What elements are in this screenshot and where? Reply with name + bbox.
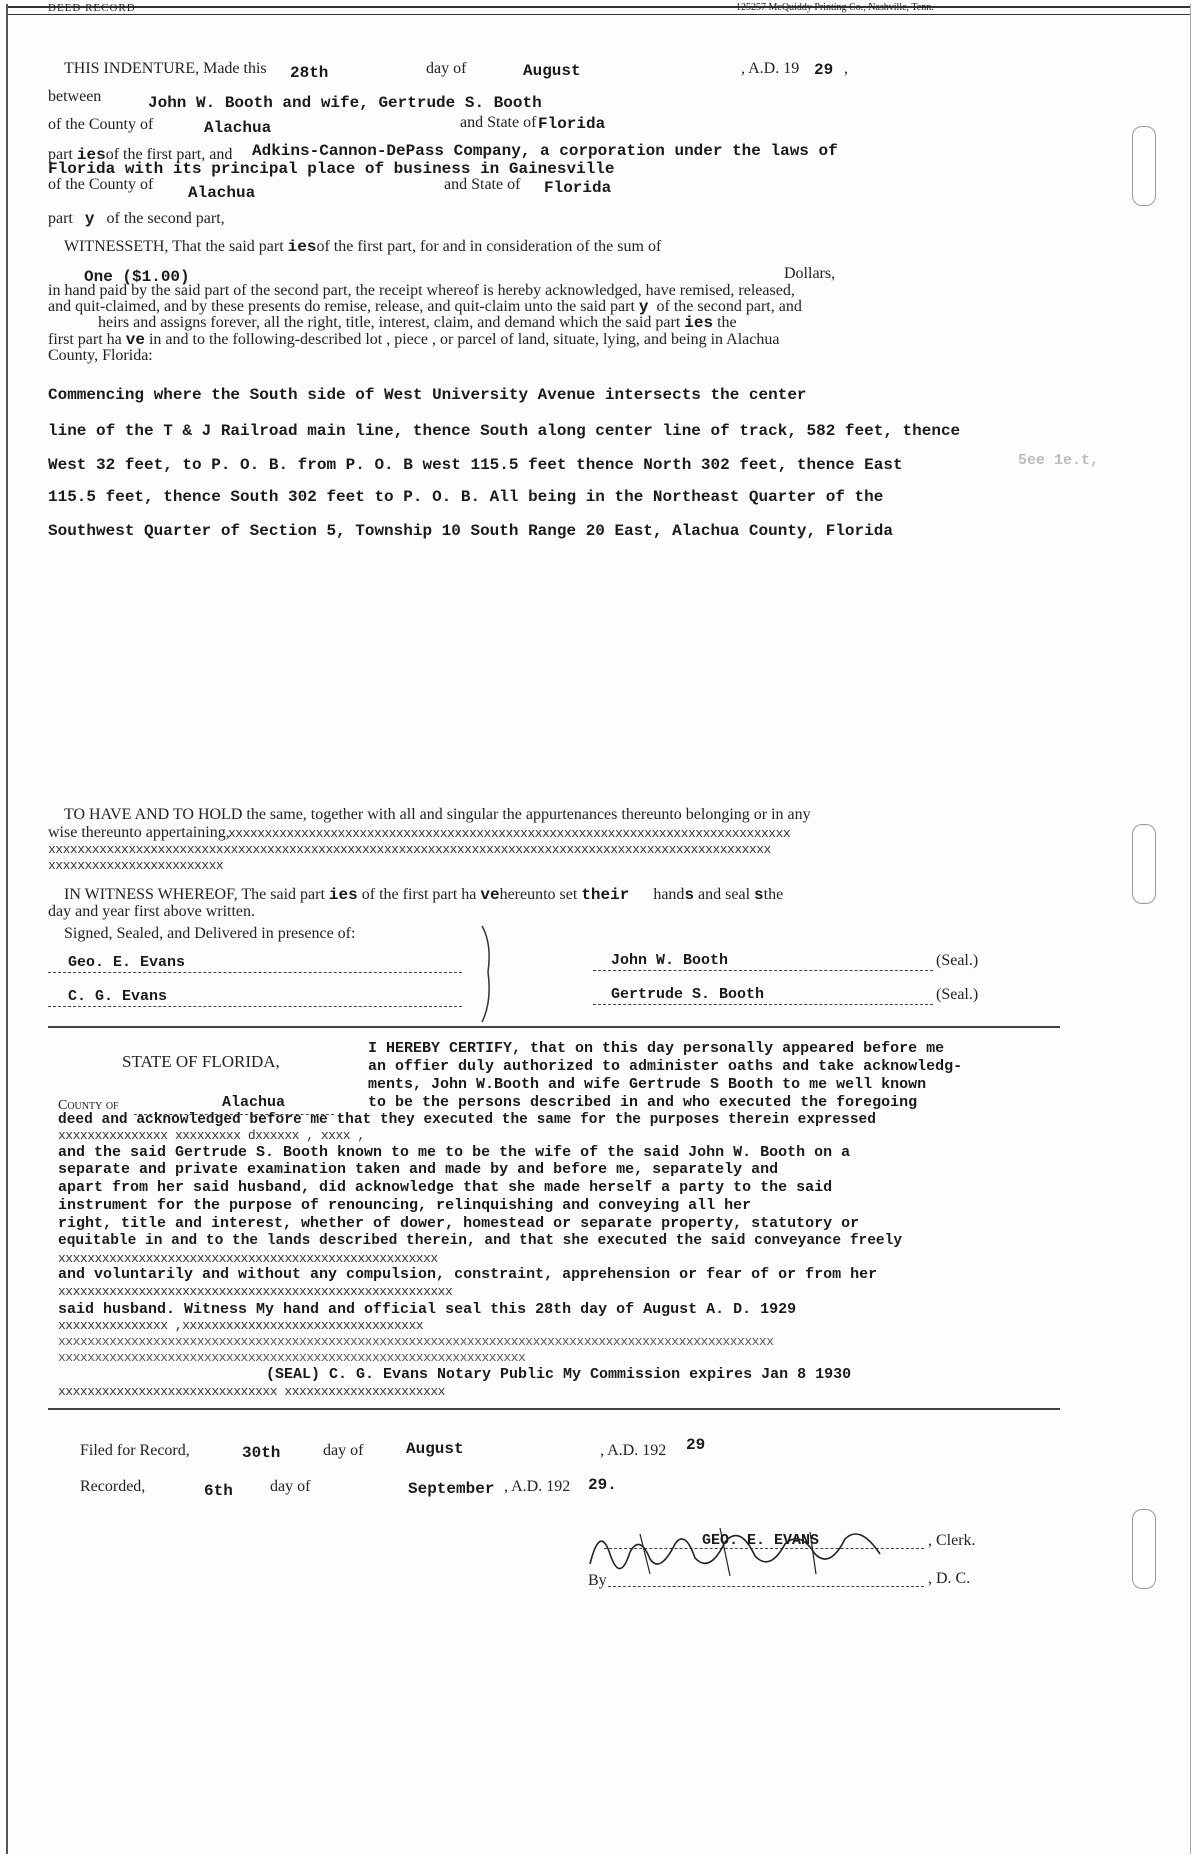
witness-s2: s — [754, 886, 764, 904]
ack-line-11: equitable in and to the lands described therein, and that she executed the said conveyance freely — [58, 1233, 903, 1249]
ack-strike-c: xxxxxxxxxxxxxxxxxxxxxxxxxxxxxxxxxxxxxxxxxxxxxxxxxxxxxx — [58, 1284, 453, 1299]
witness-the: the — [763, 886, 784, 903]
first-part-ve: ve — [125, 331, 145, 349]
ack-line-12: and voluntarily and without any compulsion, constraint, apprehension or fear of or from her — [58, 1266, 878, 1283]
ad-comma: , — [844, 60, 848, 77]
quitclaim-b: of the second part, and — [656, 298, 802, 315]
ack-line-8: apart from her said husband, did acknowledge that she made herself a party to the said — [58, 1179, 833, 1196]
filed-label: Filed for Record, — [80, 1442, 190, 1459]
ack-line-2: an offier duly authorized to administer oaths and take acknowledg- — [368, 1058, 963, 1075]
binder-hole-bottom — [1132, 1509, 1156, 1589]
signature-brace-icon — [478, 924, 498, 1024]
seal-label-1: (Seal.) — [936, 952, 979, 969]
recorded-day-of: day of — [270, 1478, 311, 1495]
margin-note: 5ee 1e.t, — [1018, 452, 1100, 469]
consideration-amount: One ($1.00) — [84, 268, 190, 286]
signer-2-name: Gertrude S. Booth — [611, 986, 765, 1003]
grantee-line-2: Florida with its principal place of business in Gainesville — [48, 160, 615, 178]
header-left-label: DEED RECORD — [48, 2, 136, 14]
ack-line-10: right, title and interest, whether of dower, homestead or separate property, statutory or — [58, 1215, 860, 1232]
ack-strike-b: xxxxxxxxxxxxxxxxxxxxxxxxxxxxxxxxxxxxxxxxxxxxxxxxxxxx — [58, 1251, 438, 1266]
filed-month: August — [406, 1440, 464, 1458]
witness-ies: ies — [328, 886, 358, 904]
ack-strike-e: xxxxxxxxxxxxxxxxxxxxxxxxxxxxxxxxxxxxxxxxxxxxxxxxxxxxxxxxxxxxxxxxxxxxxxxxxxxxxxxxxxxxxxxxxxxxxxxxxx — [58, 1334, 774, 1349]
grantor-county: Alachua — [204, 119, 272, 137]
habendum-line-2: wise thereunto appertaining, — [48, 824, 230, 841]
witnesseth-a: WITNESSETH, That the said part — [64, 238, 284, 255]
filed-day-of: day of — [323, 1442, 364, 1459]
witness-1-name: Geo. E. Evans — [68, 954, 186, 971]
ack-state: STATE OF FLORIDA, — [122, 1052, 280, 1071]
ack-line-7: separate and private examination taken and made by and before me, separately and — [58, 1161, 779, 1178]
indenture-intro: THIS INDENTURE, Made this — [64, 60, 267, 77]
signed-sealed-label: Signed, Sealed, and Delivered in presence of: — [64, 925, 356, 942]
indenture-month: August — [523, 62, 581, 80]
record-separator — [48, 1408, 1060, 1410]
witnesseth-ies: ies — [287, 238, 317, 256]
ack-county-label: County of — [58, 1098, 119, 1113]
heirs-ies: ies — [684, 314, 714, 332]
of-county-label-2: of the County of — [48, 176, 154, 193]
ack-line-1: I HEREBY CERTIFY, that on this day personally appeared before me — [368, 1040, 945, 1057]
first-part-label: of the first part, and — [105, 146, 233, 163]
binder-hole-middle — [1132, 824, 1156, 904]
ack-line-5: deed and acknowledged before me that they executed the same for the purposes therein expressed — [58, 1112, 876, 1128]
ack-line-3: ments, John W.Booth and wife Gertrude S Booth to me well known — [368, 1076, 927, 1093]
witness-1-line — [48, 954, 462, 973]
grantee-county: Alachua — [188, 184, 256, 202]
grantee-state: Florida — [544, 179, 612, 197]
witness-a: IN WITNESS WHEREOF, The said part — [64, 886, 325, 903]
witness-c: hereunto set — [499, 886, 578, 903]
filed-day: 30th — [242, 1444, 281, 1462]
witnesseth-b: of the first part, for and in consideration of the sum of — [316, 238, 662, 255]
header-right-label: 125257 McQuiddy Printing Co., Nashville, Tenn. — [736, 2, 934, 13]
binder-hole-top — [1132, 126, 1156, 206]
description-line-4: 115.5 feet, thence South 302 feet to P. O. B. All being in the Northeast Quarter of the — [48, 488, 884, 506]
ack-strike-a: xxxxxxxxxxxxxxx xxxxxxxxx dxxxxxx , xxxx , — [58, 1128, 365, 1143]
indenture-day: 28th — [290, 64, 329, 82]
header-top-rule — [8, 6, 1190, 8]
filed-ad: , A.D. 192 — [600, 1442, 667, 1459]
day-of-label: day of — [426, 60, 467, 77]
signer-2-line — [593, 986, 933, 1005]
of-county-label: of the County of — [48, 116, 154, 133]
habendum-strike-1: xxxxxxxxxxxxxxxxxxxxxxxxxxxxxxxxxxxxxxxxxxxxxxxxxxxxxxxxxxxxxxxxxxxxxxxxxxxxx — [228, 826, 791, 841]
header-bottom-rule — [8, 14, 1190, 15]
by-label: By — [588, 1572, 607, 1589]
witness-2-line — [48, 988, 462, 1007]
parcel-line: in and to the following-described lot , piece , or parcel of land, situate, lying, and being in Alachua — [148, 331, 780, 348]
quitclaim-y: y — [638, 298, 649, 316]
ack-line-9: instrument for the purpose of renouncing, relinquishing and conveying all her — [58, 1197, 752, 1214]
recorded-day: 6th — [204, 1482, 233, 1500]
between-label: between — [48, 88, 102, 105]
seal-label-2: (Seal.) — [936, 986, 979, 1003]
witness-hand: hand — [653, 886, 685, 903]
county-florida: County, Florida: — [48, 347, 153, 364]
dc-label: , D. C. — [928, 1570, 971, 1587]
filed-year: 29 — [686, 1436, 706, 1454]
ack-line-4: to be the persons described in and who executed the foregoing — [368, 1094, 918, 1111]
dollars-label: Dollars, — [784, 265, 836, 282]
description-line-1: Commencing where the South side of West University Avenue intersects the center — [48, 386, 807, 404]
heirs-the: the — [717, 314, 737, 331]
ad-label: , A.D. 19 — [741, 60, 800, 77]
ack-strike-d: xxxxxxxxxxxxxxx ,xxxxxxxxxxxxxxxxxxxxxxxxxxxxxxxxx — [58, 1318, 424, 1333]
ack-line-14: (SEAL) C. G. Evans Notary Public My Commission expires Jan 8 1930 — [266, 1366, 852, 1383]
grantors-names: John W. Booth and wife, Gertrude S. Booth — [148, 94, 542, 112]
ack-line-13: said husband. Witness My hand and official seal this 28th day of August A. D. 1929 — [58, 1301, 797, 1318]
recorded-ad: , A.D. 192 — [504, 1478, 571, 1495]
description-line-5: Southwest Quarter of Section 5, Township 10 South Range 20 East, Alachua County, Florida — [48, 522, 893, 540]
witness-2-name: C. G. Evans — [68, 988, 168, 1005]
indenture-year: 29 — [814, 61, 834, 79]
clerk-label: , Clerk. — [928, 1532, 976, 1549]
ack-strike-f: xxxxxxxxxxxxxxxxxxxxxxxxxxxxxxxxxxxxxxxxxxxxxxxxxxxxxxxxxxxxxxxx — [58, 1350, 526, 1365]
ack-strike-g: xxxxxxxxxxxxxxxxxxxxxxxxxxxxxx xxxxxxxxxxxxxxxxxxxxxx — [58, 1384, 445, 1399]
witness-s: s — [684, 886, 695, 904]
witness-seal: and seal — [698, 886, 751, 903]
habendum-strike-3: xxxxxxxxxxxxxxxxxxxxxxxx — [48, 858, 224, 873]
description-line-2: line of the T & J Railroad main line, thence South along center line of track, 582 feet, thence — [48, 422, 961, 440]
grantor-state: Florida — [538, 115, 606, 133]
first-part-ha: first part ha — [48, 331, 122, 348]
part-ies: ies — [76, 146, 106, 164]
habendum-strike-2: xxxxxxxxxxxxxxxxxxxxxxxxxxxxxxxxxxxxxxxxxxxxxxxxxxxxxxxxxxxxxxxxxxxxxxxxxxxxxxxxxxxxxxxxxxxxxxxxxxx — [48, 842, 771, 857]
recorded-year: 29. — [588, 1476, 617, 1494]
part-2-y: y — [84, 210, 95, 228]
heirs-line: heirs and assigns forever, all the right, title, interest, claim, and demand which the said part — [98, 314, 681, 331]
deed-page — [6, 4, 1191, 1854]
signer-1-name: John W. Booth — [611, 952, 729, 969]
ack-county: Alachua — [222, 1094, 286, 1111]
day-year-line: day and year first above written. — [48, 903, 256, 920]
ack-separator — [48, 1026, 1060, 1028]
recorded-month: September — [408, 1480, 495, 1498]
recorded-label: Recorded, — [80, 1478, 146, 1495]
and-state-label: and State of — [460, 114, 537, 131]
witness-their: their — [581, 886, 630, 904]
and-state-label-2: and State of — [444, 176, 521, 193]
ack-line-6: and the said Gertrude S. Booth known to me to be the wife of the said John W. Booth on a — [58, 1144, 851, 1161]
second-part-label: of the second part, — [106, 210, 225, 227]
receipt-line: in hand paid by the said part of the second part, the receipt whereof is hereby acknowledged, have remised, released, — [48, 282, 795, 299]
witness-b: of the first part ha — [361, 886, 477, 903]
clerk-name: GEO. E. EVANS — [702, 1532, 820, 1549]
grantee-line-1: Adkins-Cannon-DePass Company, a corporation under the laws of — [252, 142, 838, 160]
deputy-signature-icon — [580, 1514, 940, 1594]
quitclaim-a: and quit-claimed, and by these presents do remise, release, and quit-claim unto the said part — [48, 298, 635, 315]
description-line-3: West 32 feet, to P. O. B. from P. O. B west 115.5 feet thence North 302 feet, thence East — [48, 456, 903, 474]
part-label: part — [48, 146, 73, 163]
witness-ve: ve — [480, 886, 500, 904]
habendum-line-1: TO HAVE AND TO HOLD the same, together with all and singular the appurtenances thereunto belonging or in any — [64, 806, 811, 823]
part-2-label: part — [48, 210, 73, 227]
signer-1-line — [593, 952, 933, 971]
